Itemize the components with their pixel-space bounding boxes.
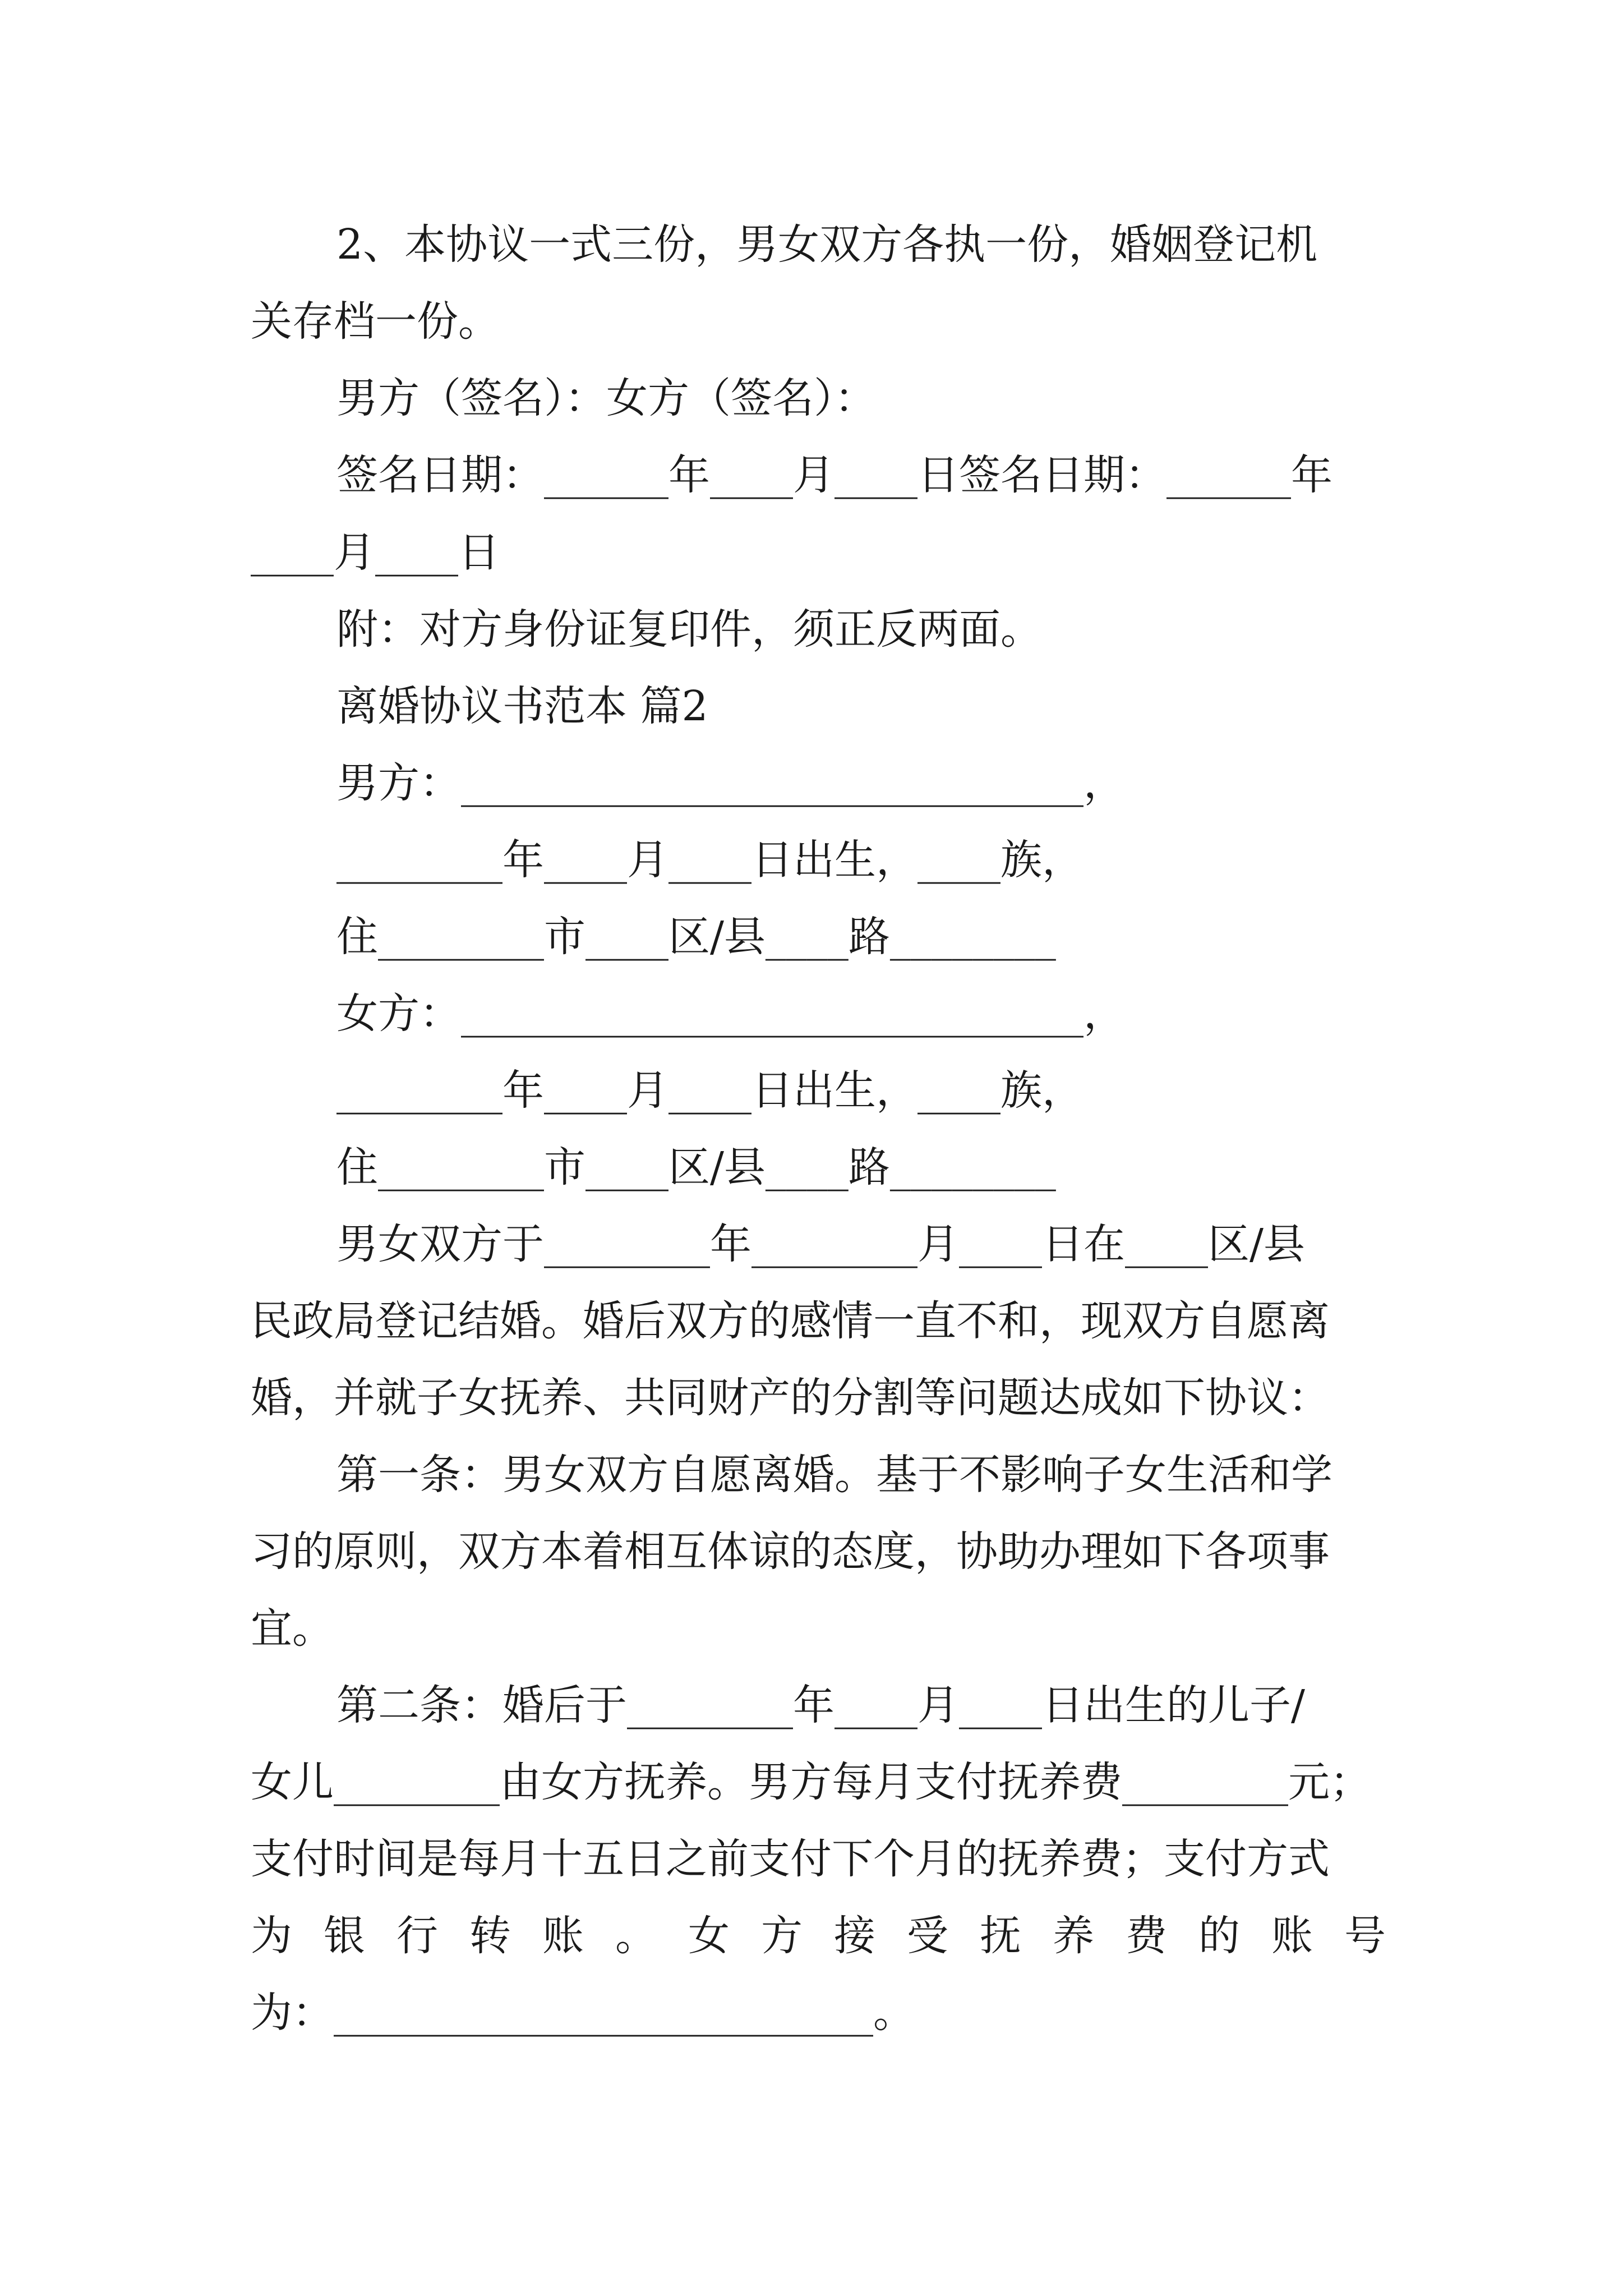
marriage-registration-line-3: 婚，并就子女抚养、共同财产的分割等问题达成如下协议：: [251, 1374, 1330, 1422]
clause-copies-line-2: 关存档一份。: [251, 297, 500, 346]
section-heading: 离婚协议书范本 篇2: [336, 682, 708, 730]
article-2-line-5: 为：__________________________。: [251, 1989, 915, 2037]
sign-date-line-2: ____月____日: [251, 528, 500, 577]
clause-copies-line-1: 2、本协议一式三份，男女双方各执一份，婚姻登记机: [336, 220, 1318, 269]
article-1-line-3: 宜。: [251, 1604, 334, 1653]
female-birth-line: ________年____月____日出生，____族，: [336, 1066, 1083, 1115]
female-address-line: 住________市____区/县____路________: [336, 1143, 1056, 1191]
marriage-registration-line-2: 民政局登记结婚。婚后双方的感情一直不和，现双方自愿离: [251, 1297, 1330, 1345]
male-address-line: 住________市____区/县____路________: [336, 913, 1056, 961]
article-2-line-4: 为银行转账。女方接受抚养费的账号: [251, 1912, 1386, 1960]
attachment-note: 附：对方身份证复印件，须正反两面。: [336, 605, 1042, 654]
male-party-line: 男方：______________________________，: [336, 759, 1125, 807]
female-party-line: 女方：______________________________，: [336, 990, 1125, 1038]
article-1-line-1: 第一条：男女双方自愿离婚。基于不影响子女生活和学: [336, 1451, 1332, 1499]
sign-date-line-1: 签名日期：______年____月____日签名日期：______年: [336, 451, 1332, 499]
article-1-line-2: 习的原则，双方本着相互体谅的态度，协助办理如下各项事: [251, 1527, 1330, 1576]
male-birth-line: ________年____月____日出生，____族，: [336, 836, 1083, 884]
marriage-registration-line-1: 男女双方于________年________月____日在____区/县: [336, 1220, 1305, 1268]
article-2-line-2: 女儿________由女方抚养。男方每月支付抚养费________元；: [251, 1758, 1371, 1806]
signature-line: 男方（签名）：女方（签名）：: [336, 374, 876, 422]
article-2-line-1: 第二条：婚后于________年____月____日出生的儿子/: [336, 1681, 1305, 1729]
article-2-line-3: 支付时间是每月十五日之前支付下个月的抚养费；支付方式: [251, 1835, 1330, 1883]
